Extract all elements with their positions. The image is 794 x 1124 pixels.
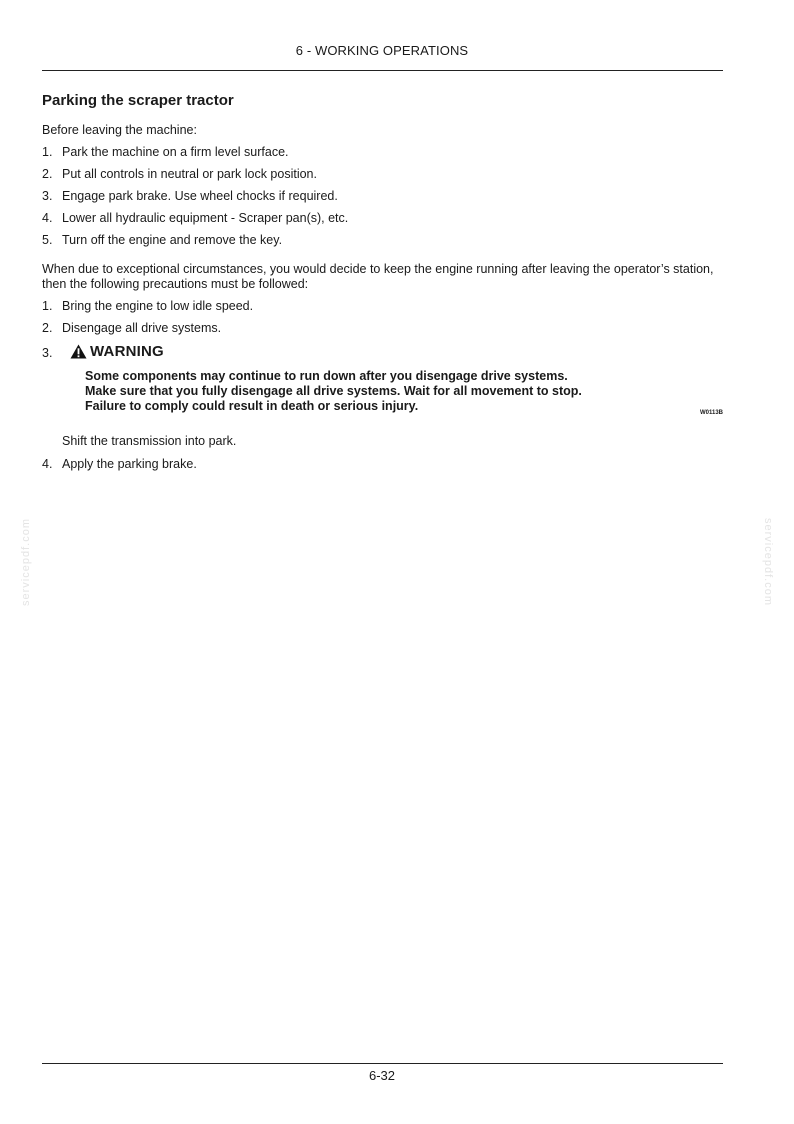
warning-line: Some components may continue to run down after you disengage drive systems. [85,369,568,383]
header-rule [42,70,723,71]
list-item [42,457,197,472]
list-item-text: Apply the parking brake. [62,457,197,471]
list-item-text: Park the machine on a firm level surface. [62,145,289,159]
watermark: servicepdf.com [20,518,32,606]
warning-message [85,369,582,414]
watermark: servicepdf.com [762,518,774,606]
list-item [42,145,289,160]
list-item-number: 4. [42,457,53,471]
list-item-text: Turn off the engine and remove the key. [62,233,283,247]
page-number: 6-32 [368,1068,396,1083]
list-item-text: Shift the transmission into park. [62,434,237,448]
footer-rule [42,1063,723,1064]
running-header: 6 - WORKING OPERATIONS [295,43,469,58]
intro-text: Before leaving the machine: [42,123,197,137]
list-item-number: 1. [42,145,53,159]
list-item-text: Engage park brake. Use wheel chocks if required. [62,189,338,203]
exception-paragraph: When due to exceptional circumstances, you would decide to keep the engine running after leaving the operator’s station, then the following precautions must be followed: [42,262,714,291]
list-item-number: 4. [42,211,53,225]
warning-label: WARNING [90,343,164,360]
list-item [42,189,338,204]
warning-heading [70,343,164,360]
list-item [42,211,348,226]
list-item-number: 2. [42,167,53,181]
list-item-number: 2. [42,321,53,335]
list-item-number: 3. [42,189,53,203]
section-title: Parking the scraper tractor [42,92,234,109]
list-item-number: 5. [42,233,53,247]
list-item [42,434,236,449]
list-item [42,167,317,182]
list-item-number: 1. [42,299,53,313]
list-item-number: 3. [42,346,53,360]
warning-code: W0113B [699,410,723,416]
list-item [42,346,62,361]
list-item-text: Put all controls in neutral or park lock position. [62,167,317,181]
warning-line: Make sure that you fully disengage all drive systems. Wait for all movement to stop. [85,384,582,398]
warning-triangle-icon [70,344,87,359]
list-item-text: Disengage all drive systems. [62,321,222,335]
warning-line: Failure to comply could result in death or serious injury. [85,399,419,413]
list-item [42,299,253,314]
list-item-text: Lower all hydraulic equipment - Scraper pan(s), etc. [62,211,349,225]
list-item [42,321,221,336]
list-item-text: Bring the engine to low idle speed. [62,299,254,313]
list-item-number [42,434,62,449]
list-item [42,233,282,248]
